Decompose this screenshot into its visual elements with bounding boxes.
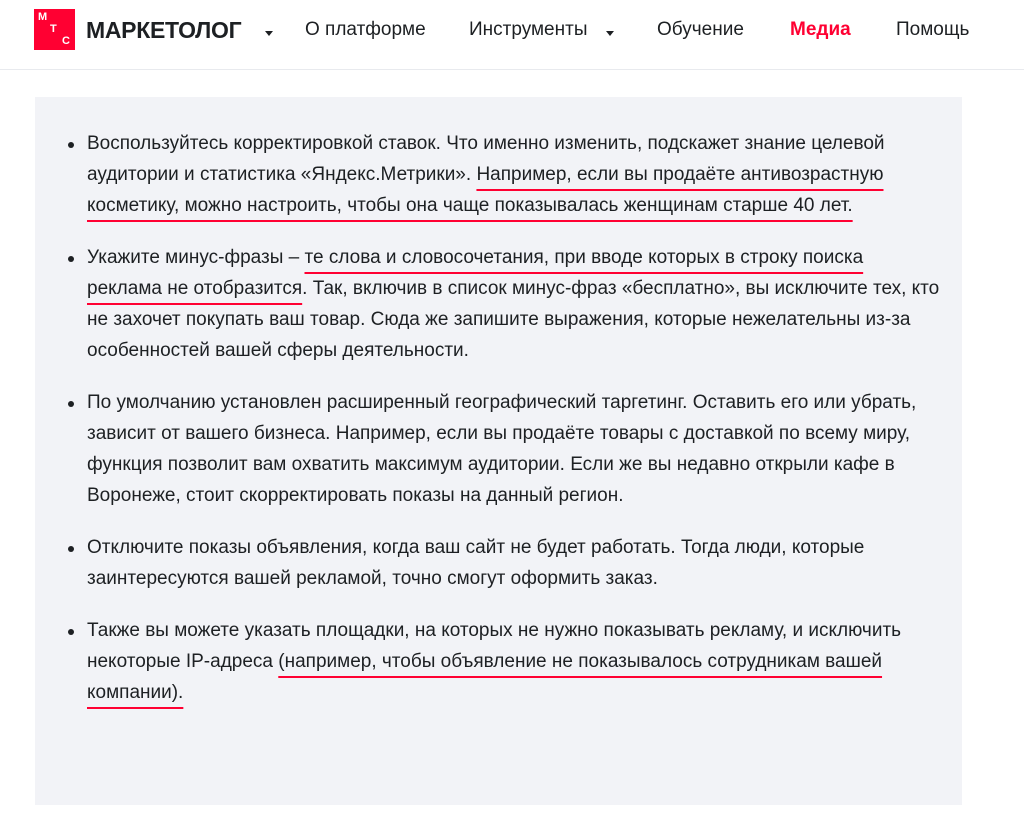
item-text: Также вы можете указать площадки, на которых не нужно показывать рекламу, и исключить некоторые IP-адреса <box>87 620 902 672</box>
tips-list <box>35 128 962 729</box>
nav-item-media[interactable]: Медиа <box>790 19 851 40</box>
item-text: Укажите минус-фразы – <box>87 247 305 268</box>
nav-item-help[interactable]: Помощь <box>896 19 970 40</box>
logo-letter: Т <box>50 23 57 35</box>
list-item <box>35 387 962 511</box>
chevron-down-icon[interactable] <box>606 31 614 36</box>
highlighted-text: те слова и словосочетания, при вводе которых в строку поиска реклама не отобразится <box>87 247 864 299</box>
mts-logo[interactable] <box>34 9 75 50</box>
nav-item-learning[interactable]: Обучение <box>657 19 744 40</box>
list-item <box>35 128 962 221</box>
item-text: Отключите показы объявления, когда ваш сайт не будет работать. Тогда люди, которые заинтересуются вашей рекламой, точно смогут оформить заказ. <box>87 537 865 589</box>
highlighted-text: Например, если вы продаёте антивозрастную косметику, можно настроить, чтобы она чаще показывалась женщинам старше 40 лет. <box>87 164 884 216</box>
chevron-down-icon[interactable] <box>265 31 273 36</box>
item-text: По умолчанию установлен расширенный географический таргетинг. Оставить его или убрать, зависит от вашего бизнеса. Например, если вы продаёте товары с доставкой по всему миру, функция позволит вам охватить максимум аудитории. Если же вы недавно открыли кафе в Воронеже, стоит скорректировать показы на данный регион. <box>87 392 917 506</box>
site-header <box>0 0 1024 70</box>
logo-letter: М <box>38 11 48 23</box>
item-text: . Так, включив в список минус-фраз «бесплатно», вы исключите тех, кто не захочет покупать ваш товар. Сюда же запишите выражения, которые нежелательны из-за особенностей вашей сферы деятельности. <box>87 278 940 361</box>
highlighted-text: (например, чтобы объявление не показывалось сотрудникам вашей компании). <box>87 651 883 703</box>
brand-name[interactable]: МАРКЕТОЛОГ <box>86 17 242 43</box>
item-text: Воспользуйтесь корректировкой ставок. Что именно изменить, подскажет знание целевой аудитории и статистика «Яндекс.Метрики». <box>87 133 885 185</box>
nav-item-platform[interactable]: О платформе <box>305 19 426 40</box>
logo-letter: С <box>62 35 70 47</box>
list-item <box>35 532 962 594</box>
list-item <box>35 242 962 366</box>
list-item <box>35 615 962 708</box>
nav-item-tools[interactable]: Инструменты <box>469 19 588 40</box>
